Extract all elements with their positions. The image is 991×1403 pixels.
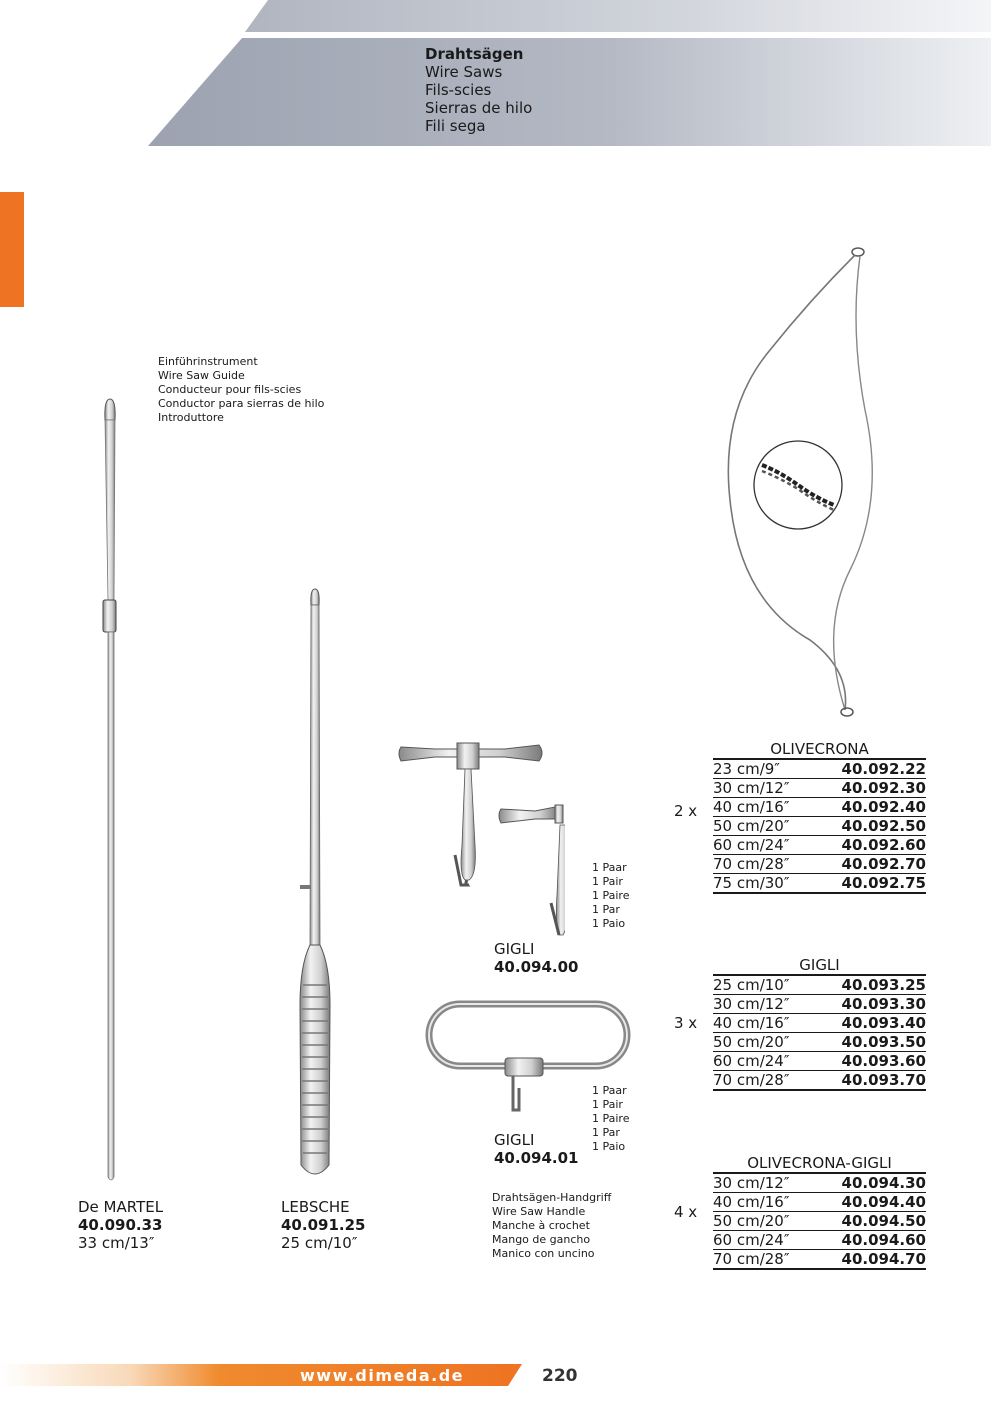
table-multiplier-2: 3 x (674, 1014, 698, 1032)
pack-line: 1 Pair (592, 875, 623, 888)
product-code: 40.094.01 (494, 1149, 579, 1167)
table-row (713, 1014, 926, 1033)
row-size: 60 cm/24″ (713, 1231, 790, 1249)
row-size: 30 cm/12″ (713, 1174, 790, 1192)
product-code: 40.091.25 (281, 1216, 366, 1234)
footer-website-link[interactable]: www.dimeda.de (300, 1366, 464, 1385)
table-row (713, 1250, 926, 1270)
row-code: 40.093.50 (841, 1033, 926, 1051)
product-name: GIGLI (494, 940, 535, 958)
demartel-guide-image (90, 395, 130, 1185)
section-tab (0, 192, 24, 307)
table-row (713, 1193, 926, 1212)
pack-line: 1 Par (592, 1126, 620, 1139)
row-size: 70 cm/28″ (713, 1071, 790, 1089)
table-title: OLIVECRONA (713, 740, 926, 760)
product-code: 40.090.33 (78, 1216, 163, 1234)
row-size: 40 cm/16″ (713, 1193, 790, 1211)
price-table-olivecrona (713, 740, 926, 894)
page-number: 220 (542, 1366, 578, 1386)
row-code: 40.093.70 (841, 1071, 926, 1089)
product-code: 40.094.00 (494, 958, 579, 976)
table-row (713, 798, 926, 817)
table-row (713, 855, 926, 874)
row-code: 40.092.40 (841, 798, 926, 816)
handle-label-fr: Manche à crochet (492, 1219, 590, 1232)
row-code: 40.093.30 (841, 995, 926, 1013)
price-table-olivecrona-gigli (713, 1154, 926, 1270)
row-code: 40.094.60 (841, 1231, 926, 1249)
row-size: 30 cm/12″ (713, 779, 790, 797)
table-multiplier-1: 2 x (674, 802, 698, 820)
table-row (713, 1231, 926, 1250)
price-table-gigli (713, 956, 926, 1091)
product-name: GIGLI (494, 1131, 535, 1149)
row-size: 40 cm/16″ (713, 1014, 790, 1032)
guide-label-it: Introduttore (158, 411, 224, 424)
table-row (713, 1033, 926, 1052)
handle-label-de: Drahtsägen-Handgriff (492, 1191, 612, 1204)
row-size: 60 cm/24″ (713, 836, 790, 854)
table-row (713, 1052, 926, 1071)
table-row (713, 1071, 926, 1091)
table-title: GIGLI (713, 956, 926, 976)
row-code: 40.092.22 (841, 760, 926, 778)
table-row (713, 976, 926, 995)
gigli-t-handle-image (395, 735, 565, 945)
pack-line: 1 Pair (592, 1098, 623, 1111)
pack-label-2 (592, 1084, 629, 1154)
lebsche-guide-image (290, 585, 335, 1185)
table-row (713, 1212, 926, 1231)
gigli-t-handle-second (498, 800, 548, 830)
table-row (713, 995, 926, 1014)
pack-line: 1 Paio (592, 917, 626, 930)
table-row (713, 760, 926, 779)
product-lebsche (281, 1198, 365, 1252)
row-code: 40.094.50 (841, 1212, 926, 1230)
row-size: 75 cm/30″ (713, 874, 790, 892)
title-it: Fili sega (425, 117, 486, 135)
row-size: 70 cm/28″ (713, 855, 790, 873)
row-code: 40.092.70 (841, 855, 926, 873)
handle-label-es: Mango de gancho (492, 1233, 591, 1246)
pack-line: 1 Paire (592, 1112, 630, 1125)
product-gigli-loop (494, 1131, 578, 1167)
row-code: 40.094.40 (841, 1193, 926, 1211)
guide-label-de: Einführinstrument (158, 355, 258, 368)
row-size: 60 cm/24″ (713, 1052, 790, 1070)
row-size: 25 cm/10″ (713, 976, 790, 994)
table-row (713, 1174, 926, 1193)
row-size: 23 cm/9″ (713, 760, 780, 778)
row-code: 40.093.60 (841, 1052, 926, 1070)
row-code: 40.092.50 (841, 817, 926, 835)
footer-band (0, 1356, 991, 1403)
row-code: 40.092.30 (841, 779, 926, 797)
row-code: 40.093.40 (841, 1014, 926, 1032)
table-row (713, 779, 926, 798)
table-row (713, 874, 926, 894)
product-name: LEBSCHE (281, 1198, 350, 1216)
handle-label (492, 1191, 611, 1261)
product-size: 25 cm/10″ (281, 1234, 358, 1252)
pack-line: 1 Paire (592, 889, 630, 902)
product-size: 33 cm/13″ (78, 1234, 155, 1252)
guide-label-es: Conductor para sierras de hilo (158, 397, 325, 410)
title-de: Drahtsägen (425, 45, 524, 63)
pack-label-1 (592, 861, 629, 931)
row-size: 50 cm/20″ (713, 1033, 790, 1051)
guide-label-fr: Conducteur pour fils-scies (158, 383, 302, 396)
row-size: 30 cm/12″ (713, 995, 790, 1013)
page-title (425, 45, 532, 135)
title-es: Sierras de hilo (425, 99, 533, 117)
product-demartel (78, 1198, 163, 1252)
table-title: OLIVECRONA-GIGLI (713, 1154, 926, 1174)
row-code: 40.092.60 (841, 836, 926, 854)
row-size: 50 cm/20″ (713, 817, 790, 835)
product-gigli-t (494, 940, 578, 976)
row-size: 40 cm/16″ (713, 798, 790, 816)
table-row (713, 817, 926, 836)
product-name: De MARTEL (78, 1198, 164, 1216)
guide-label-en: Wire Saw Guide (158, 369, 245, 382)
row-code: 40.094.30 (841, 1174, 926, 1192)
row-code: 40.093.25 (841, 976, 926, 994)
row-size: 70 cm/28″ (713, 1250, 790, 1268)
row-code: 40.094.70 (841, 1250, 926, 1268)
row-code: 40.092.75 (841, 874, 926, 892)
table-multiplier-3: 4 x (674, 1203, 698, 1221)
handle-label-it: Manico con uncino (492, 1247, 595, 1260)
pack-line: 1 Paar (592, 1084, 627, 1097)
wire-saw-image (700, 240, 900, 720)
table-row (713, 836, 926, 855)
row-size: 50 cm/20″ (713, 1212, 790, 1230)
title-fr: Fils-scies (425, 81, 492, 99)
pack-line: 1 Paio (592, 1140, 626, 1153)
handle-label-en: Wire Saw Handle (492, 1205, 586, 1218)
pack-line: 1 Paar (592, 861, 627, 874)
pack-line: 1 Par (592, 903, 620, 916)
title-en: Wire Saws (425, 63, 503, 81)
guide-label (158, 355, 324, 425)
